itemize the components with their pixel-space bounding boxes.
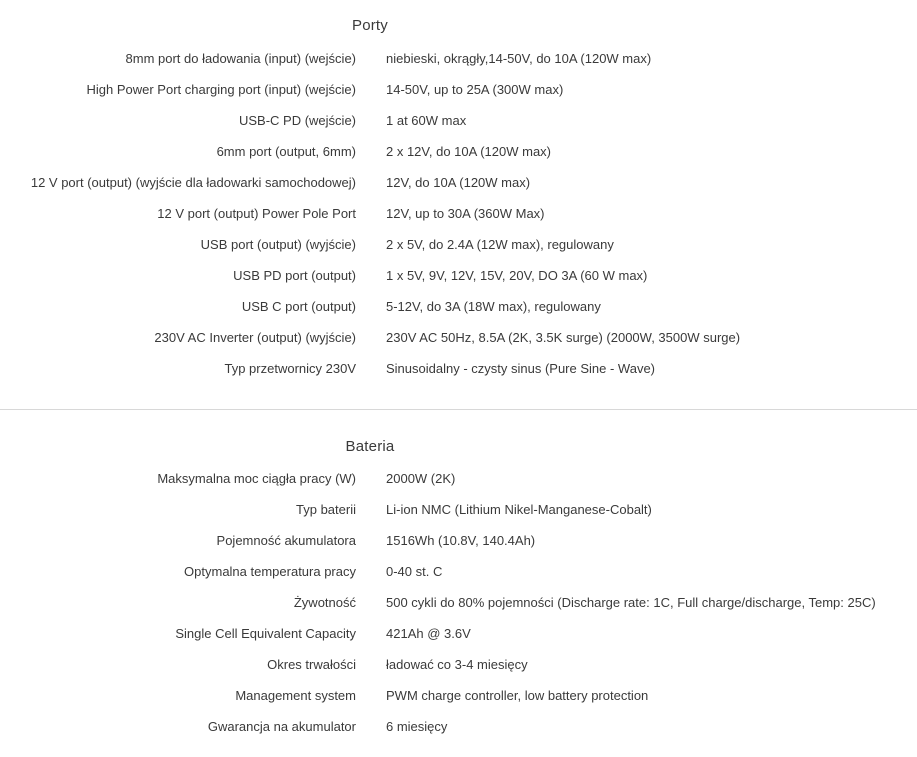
spec-value: 12V, up to 30A (360W Max) (386, 206, 545, 221)
spec-label: 8mm port do ładowania (input) (wejście) (125, 51, 356, 66)
ports-title: Porty (351, 17, 388, 34)
spec-label: Okres trwałości (267, 657, 356, 672)
spec-label: 12 V port (output) Power Pole Port (157, 206, 356, 221)
spec-row (0, 105, 917, 136)
spec-row (0, 229, 917, 260)
spec-label: Single Cell Equivalent Capacity (175, 626, 356, 641)
spec-value: 12V, do 10A (120W max) (386, 175, 531, 190)
spec-row (0, 525, 917, 556)
spec-value: 0-40 st. C (386, 564, 443, 579)
spec-row (0, 711, 917, 742)
spec-value: PWM charge controller, low battery protection (386, 688, 649, 703)
spec-row (0, 649, 917, 680)
spec-value: 2000W (2K) (386, 471, 456, 486)
spec-row (0, 74, 917, 105)
section-divider (0, 409, 917, 410)
spec-label: Żywotność (293, 595, 356, 610)
spec-value: 1 at 60W max (386, 113, 467, 128)
spec-value: 421Ah @ 3.6V (386, 626, 471, 641)
spec-label: Gwarancja na akumulator (207, 719, 356, 734)
spec-row (0, 291, 917, 322)
spec-row (0, 167, 917, 198)
spec-row (0, 322, 917, 353)
spec-value: 6 miesięcy (386, 719, 448, 734)
spec-label: High Power Port charging port (input) (wejście) (86, 82, 356, 97)
spec-value: ładować co 3-4 miesięcy (386, 657, 528, 672)
spec-label: Typ baterii (296, 502, 356, 517)
spec-value: 1 x 5V, 9V, 12V, 15V, 20V, DO 3A (60 W max) (386, 268, 648, 283)
spec-label: 12 V port (output) (wyjście dla ładowarki samochodowej) (30, 175, 356, 190)
spec-label: Management system (235, 688, 356, 703)
spec-value: 2 x 12V, do 10A (120W max) (386, 144, 552, 159)
spec-value: 5-12V, do 3A (18W max), regulowany (386, 299, 601, 314)
spec-label: USB-C PD (wejście) (238, 113, 356, 128)
spec-row (0, 198, 917, 229)
spec-value: 14-50V, up to 25A (300W max) (386, 82, 564, 97)
spec-row (0, 353, 917, 384)
spec-row (0, 618, 917, 649)
spec-row (0, 556, 917, 587)
spec-label: 6mm port (output, 6mm) (216, 144, 356, 159)
spec-row (0, 494, 917, 525)
spec-label: USB port (output) (wyjście) (200, 237, 356, 252)
spec-row (0, 43, 917, 74)
spec-row (0, 587, 917, 618)
spec-row (0, 680, 917, 711)
spec-label: USB PD port (output) (233, 268, 356, 283)
spec-value: niebieski, okrągły,14-50V, do 10A (120W max) (386, 51, 652, 66)
battery-title: Bateria (345, 438, 395, 455)
spec-label: Pojemność akumulatora (216, 533, 356, 548)
spec-value: Li-ion NMC (Lithium Nikel-Manganese-Cobalt) (386, 502, 652, 517)
spec-label: Typ przetwornicy 230V (224, 361, 356, 376)
spec-label: Optymalna temperatura pracy (184, 564, 356, 579)
spec-label: USB C port (output) (241, 299, 356, 314)
spec-row (0, 136, 917, 167)
spec-row (0, 260, 917, 291)
spec-value: Sinusoidalny - czysty sinus (Pure Sine - Wave) (386, 361, 656, 376)
spec-label: Maksymalna moc ciągła pracy (W) (157, 471, 356, 486)
spec-value: 230V AC 50Hz, 8.5A (2K, 3.5K surge) (2000W, 3500W surge) (386, 330, 741, 345)
spec-label: 230V AC Inverter (output) (wyjście) (154, 330, 356, 345)
spec-row (0, 463, 917, 494)
spec-value: 1516Wh (10.8V, 140.4Ah) (386, 533, 536, 548)
spec-value: 2 x 5V, do 2.4A (12W max), regulowany (386, 237, 614, 252)
spec-value: 500 cykli do 80% pojemności (Discharge rate: 1C, Full charge/discharge, Temp: 25C) (386, 595, 876, 610)
